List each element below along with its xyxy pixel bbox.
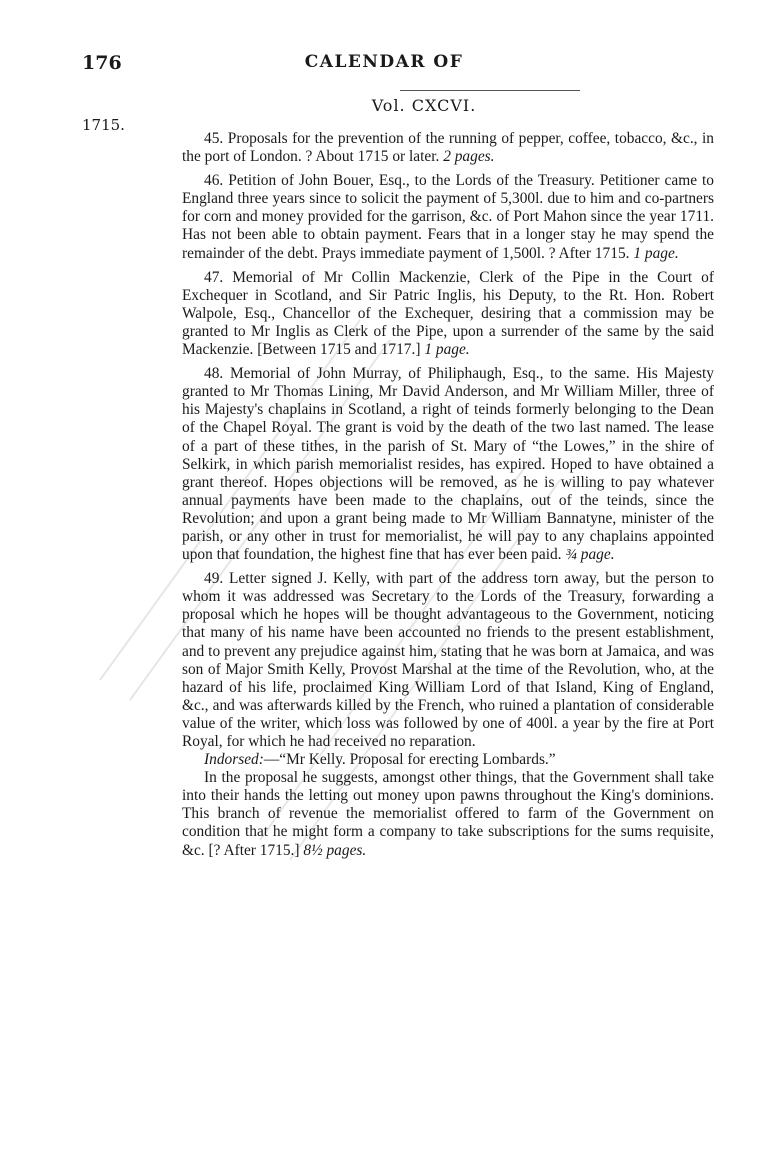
- entry-number: 46.: [204, 172, 224, 190]
- entry-49: [182, 570, 714, 751]
- running-head: CALENDAR OF: [304, 52, 464, 72]
- entry-extent: 2 pages.: [443, 148, 495, 166]
- entry-text: Petition of John Bouer, Esq., to the Lords of the Treasury. Petitioner came to England three years since to solicit the payment of 5,300l. due to him and co-partners for corn and money provided for the garrison, &c. of Port Mahon since the year 1711. Has not been able to obtain payment. Fears that in a longer stay he may spend the remainder of the debt. Prays immediate payment of 1,500l. ? After 1715.: [182, 172, 714, 262]
- header-rule: [400, 90, 580, 91]
- entry-number: 48.: [204, 365, 224, 383]
- entry-text: Memorial of Mr Collin Mackenzie, Clerk of the Pipe in the Court of Exchequer in Scotland, and Sir Patric Inglis, his Deputy, to the Rt. Hon. Robert Walpole, Esq., Chancellor of the Exchequer, desiring that a commission may be granted to Mr Inglis as Clerk of the Pipe, upon a surrender of the same by the said Mackenzie. [Between 1715 and 1717.]: [182, 268, 714, 359]
- entry-49-continuation: [182, 769, 714, 859]
- entry-text: Memorial of John Murray, of Philiphaugh, Esq., to the same. His Majesty granted to Mr Thomas Lining, Mr David Anderson, and Mr William Miller, three of his Majesty's chaplains in Scotland, a right of teinds formerly belonging to the Dean of the Chapel Royal. The grant is void by the death of the two last named. The lease of a part of these tithes, in the parish of St. Mary of “the Lowes,” in the shire of Selkirk, in which parish memorialist resides, has expired. Hoped to have obtained a grant thereof. Hopes objections will be removed, as he is willing to pay whatever annual payments have been made to the chaplains, out of the teinds, since the Revolution; and upon a grant being made to Mr William Bannatyne, minister of the parish, or any other in trust for memorialist, he will pay to any chaplains appointed upon that foundation, the highest fine that has ever been paid.: [182, 365, 714, 564]
- entry-text: Letter signed J. Kelly, with part of the address torn away, but the person to whom it was addressed was Secretary to the Lords of the Treasury, forwarding a proposal which he hopes will be thought advantageous to the Government, noticing that many of his name have been accounted no friends to the present establishment, and to prevent any prejudice against him, stating that he was born at Jamaica, and was son of Major Smith Kelly, Provost Marshal at the time of the Revolution, who, at the hazard of his life, proclaimed King William Lord of that Island, King of England, &c., and was afterwards killed by the French, who ruined a plantation of considerable value of the writer, which loss was followed by one of 400l. a year by the fire at Port Royal, for which he had received no reparation.: [182, 570, 714, 750]
- entry-number: 47.: [204, 268, 224, 286]
- entry-extent: ¾ page.: [565, 546, 615, 564]
- continuation-text: In the proposal he suggests, amongst other things, that the Government shall take into their hands the letting out money upon pawns throughout the King's dominions. This branch of revenue the memorialist offered to farm of the Government on condition that he might form a company to take subscriptions for the sums requisite, &c. [? After 1715.]: [182, 769, 714, 859]
- entry-48: [182, 365, 714, 564]
- entry-number: 49.: [204, 570, 224, 588]
- entry-text: Proposals for the prevention of the running of pepper, coffee, tobacco, &c., in the port of London. ? About 1715 or later.: [182, 130, 714, 166]
- entry-49-indorsement: [182, 751, 714, 769]
- entry-46: [182, 172, 714, 262]
- page-number: 176: [82, 52, 122, 74]
- margin-year: 1715.: [82, 116, 125, 134]
- calendar-entries: [182, 130, 714, 866]
- volume-heading: Vol. CXCVI.: [371, 96, 477, 115]
- entry-extent: 1 page.: [633, 244, 679, 262]
- entry-45: [182, 130, 714, 166]
- entry-number: 45.: [204, 130, 224, 147]
- indorsed-label: Indorsed:: [204, 751, 264, 769]
- entry-extent: 1 page.: [424, 341, 470, 359]
- entry-47: [182, 269, 714, 359]
- indorsed-text: —“Mr Kelly. Proposal for erecting Lombards.”: [263, 751, 556, 769]
- entry-extent: 8½ pages.: [303, 841, 367, 859]
